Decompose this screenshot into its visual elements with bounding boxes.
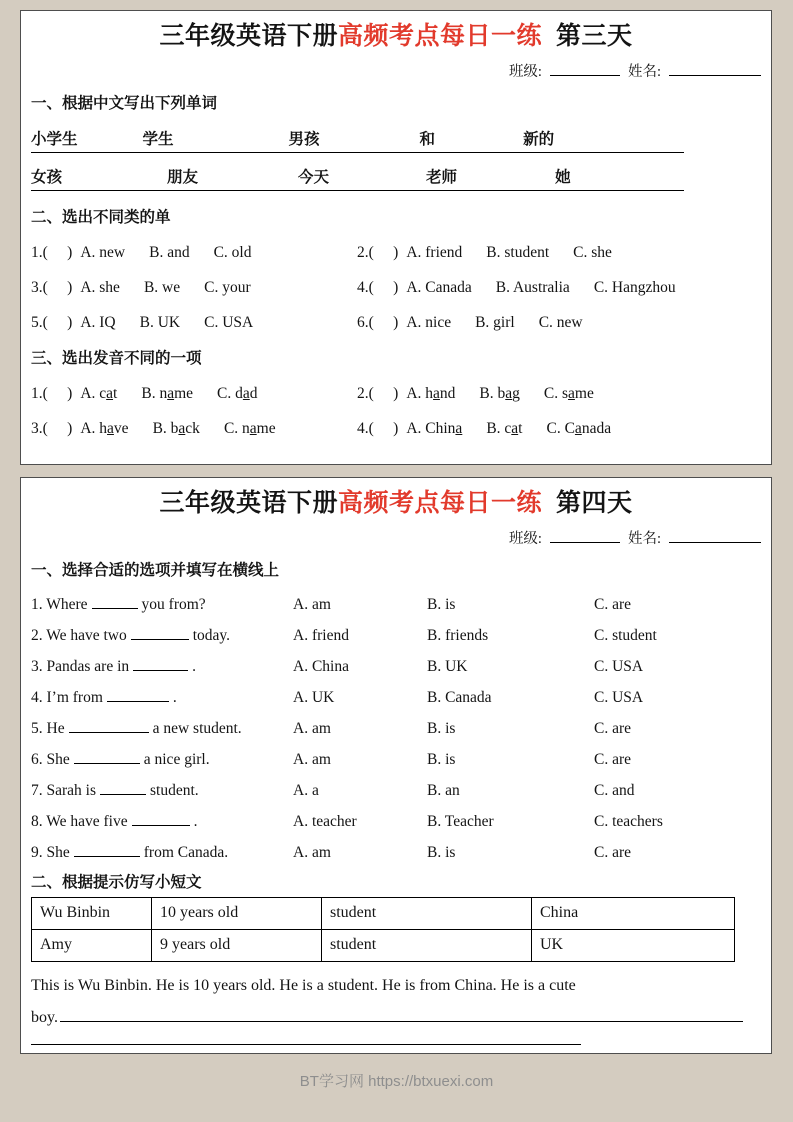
table-cell-name: Wu Binbin	[32, 897, 152, 929]
underlined-letter: a	[107, 419, 114, 437]
question-2	[357, 244, 761, 262]
answer-blank	[78, 134, 143, 144]
option-c: C. are	[594, 750, 632, 768]
answer-blank	[74, 845, 140, 857]
question-3	[31, 279, 357, 297]
class-blank	[550, 530, 620, 543]
option-text: d	[249, 384, 258, 402]
option-c: C. student	[594, 626, 657, 644]
option-text: C. C	[546, 419, 575, 437]
option-b: B. is	[427, 750, 456, 768]
option-c	[224, 420, 276, 437]
answer-blank	[571, 172, 684, 182]
question-row	[31, 689, 761, 707]
option-text: A. h	[406, 384, 434, 402]
option-a: A. nice	[406, 313, 452, 331]
option-a: A. am	[293, 595, 331, 613]
name-label: 姓名:	[627, 63, 661, 80]
question-pair-row	[31, 385, 761, 403]
answer-blank	[62, 172, 167, 182]
option-b: B. UK	[427, 657, 468, 675]
option-a: A. Canada	[406, 278, 472, 296]
question-number: 1.( )	[31, 384, 73, 402]
question-number: 3.( )	[31, 419, 73, 437]
option-b: B. Teacher	[427, 812, 494, 830]
option-a	[406, 420, 462, 437]
option-c: C. Hangzhou	[593, 278, 676, 296]
question-pre: 7. Sarah is	[31, 781, 97, 799]
option-b	[153, 420, 200, 437]
option-a: A. UK	[293, 688, 335, 706]
table-cell-age: 9 years old	[152, 929, 322, 961]
question-pre: 9. She	[31, 843, 70, 861]
title-day: 第四天	[556, 490, 633, 517]
question-post: a new student.	[152, 719, 242, 737]
question-post: .	[193, 812, 198, 830]
site-watermark: BT学习网 https://btxuexi.com	[299, 1073, 494, 1090]
question-number: 4.( )	[357, 419, 399, 437]
table-row	[32, 929, 735, 961]
option-c: C. she	[573, 243, 612, 261]
option-c: C. are	[594, 843, 632, 861]
question-post: .	[172, 688, 177, 706]
option-b: B. friends	[427, 626, 489, 644]
question-4	[357, 420, 761, 438]
option-text: g	[512, 384, 520, 402]
question-number: 2.( )	[357, 243, 399, 261]
option-text: ve	[113, 419, 129, 437]
question-pre: 2. We have two	[31, 626, 127, 644]
option-a: A. am	[293, 843, 331, 861]
table-cell-role: student	[322, 929, 532, 961]
vocab-word: 学生	[142, 130, 174, 148]
option-text: B. b	[152, 419, 179, 437]
question-pair-row	[31, 279, 761, 297]
option-text: C. s	[543, 384, 569, 402]
answer-blank	[107, 690, 169, 702]
question-pre: 4. I’m from	[31, 688, 103, 706]
underlined-letter: a	[178, 419, 186, 437]
writing-line	[60, 1018, 743, 1022]
option-text: B. n	[141, 384, 168, 402]
question-text	[31, 782, 293, 800]
option-b: B. Australia	[495, 278, 570, 296]
answer-blank	[329, 172, 426, 182]
question-text	[31, 751, 293, 769]
question-post: you from?	[141, 595, 206, 613]
section2-heading: 二、根据提示仿写小短文	[31, 873, 202, 891]
option-b: B. an	[427, 781, 460, 799]
vocab-word: 老师	[426, 168, 458, 186]
question-pre: 5. He	[31, 719, 65, 737]
name-blank	[669, 63, 761, 76]
underlined-letter: a	[242, 384, 250, 402]
title-part1: 三年级英语下册	[159, 23, 338, 50]
question-1	[31, 244, 357, 262]
option-text: nd	[439, 384, 456, 402]
question-number: 6.( )	[357, 313, 399, 331]
option-a: A. teacher	[293, 812, 357, 830]
answer-blank	[174, 134, 289, 144]
option-b: B. is	[427, 719, 456, 737]
question-post: a nice girl.	[143, 750, 210, 768]
worksheet-day3	[20, 10, 772, 465]
answer-blank	[132, 814, 190, 826]
option-c: C. USA	[594, 688, 644, 706]
question-row	[31, 782, 761, 800]
option-b: B. Canada	[427, 688, 492, 706]
option-c	[217, 385, 257, 402]
option-text: C. d	[217, 384, 243, 402]
table-cell-role: student	[322, 897, 532, 929]
option-a: A. she	[80, 278, 120, 296]
option-b: B. and	[149, 243, 190, 261]
question-text	[31, 813, 293, 831]
answer-blank	[133, 659, 188, 671]
passage-line2-text: boy.	[31, 1008, 58, 1026]
question-text	[31, 689, 293, 707]
question-pair-row	[31, 420, 761, 438]
option-a: A. a	[293, 781, 319, 799]
vocab-word: 今天	[298, 168, 330, 186]
question-row	[31, 720, 761, 738]
underlined-letter: a	[568, 384, 575, 402]
option-text: A. h	[80, 419, 108, 437]
option-b: B. girl	[475, 313, 515, 331]
question-number: 1.( )	[31, 243, 73, 261]
question-5	[31, 314, 357, 332]
question-3	[31, 420, 357, 438]
question-post: from Canada.	[143, 843, 229, 861]
option-a: A. IQ	[80, 313, 116, 331]
vocab-row-2	[31, 165, 684, 191]
question-pre: 3. Pandas are in	[31, 657, 130, 675]
underlined-letter: a	[433, 384, 440, 402]
model-passage	[31, 970, 761, 1034]
class-label: 班级:	[508, 63, 542, 80]
table-cell-country: China	[532, 897, 735, 929]
question-post: .	[192, 657, 197, 675]
option-text: me	[256, 419, 276, 437]
question-pair-row	[31, 244, 761, 262]
question-row	[31, 596, 761, 614]
name-label: 姓名:	[627, 530, 661, 547]
question-row	[31, 844, 761, 862]
option-c: C. are	[594, 595, 632, 613]
option-text: ck	[185, 419, 200, 437]
class-label: 班级:	[508, 530, 542, 547]
vocab-word: 和	[419, 130, 436, 148]
option-a: A. China	[293, 657, 349, 675]
worksheet-day4	[20, 477, 772, 1054]
answer-blank	[554, 134, 684, 144]
section1-heading: 一、选择合适的选项并填写在横线上	[31, 561, 280, 579]
answer-blank	[100, 783, 146, 795]
option-text: me	[174, 384, 194, 402]
underlined-letter: a	[249, 419, 257, 437]
question-row	[31, 627, 761, 645]
option-a: A. am	[293, 719, 331, 737]
underlined-letter: a	[167, 384, 175, 402]
question-1	[31, 385, 357, 403]
answer-blank	[457, 172, 555, 182]
question-number: 2.( )	[357, 384, 399, 402]
passage-line2	[31, 1002, 743, 1034]
option-a	[80, 420, 128, 437]
underlined-letter: a	[511, 419, 519, 437]
vocab-word: 男孩	[288, 130, 320, 148]
question-row	[31, 751, 761, 769]
option-c: C. teachers	[594, 812, 663, 830]
answer-blank	[131, 628, 189, 640]
class-blank	[550, 63, 620, 76]
table-cell-country: UK	[532, 929, 735, 961]
option-c: C. and	[594, 781, 635, 799]
option-b	[486, 420, 522, 437]
option-text: B. c	[486, 419, 512, 437]
vocab-word: 小学生	[31, 130, 78, 148]
option-b: B. we	[143, 278, 181, 296]
option-text: nada	[581, 419, 612, 437]
option-text: A. c	[80, 384, 107, 402]
question-row	[31, 658, 761, 676]
question-pair-row	[31, 314, 761, 332]
option-a: A. friend	[406, 243, 463, 261]
option-c: C. are	[594, 719, 632, 737]
section3-heading: 三、选出发音不同的一项	[31, 349, 202, 367]
option-b	[141, 385, 193, 402]
question-text	[31, 596, 293, 614]
option-c: C. old	[213, 243, 252, 261]
vocab-word: 她	[555, 168, 571, 186]
question-post: today.	[192, 626, 231, 644]
option-text: t	[113, 384, 118, 402]
title-part1: 三年级英语下册	[159, 490, 338, 517]
answer-blank	[74, 752, 140, 764]
underlined-letter: a	[106, 384, 114, 402]
underlined-letter: a	[574, 419, 582, 437]
vocab-word: 新的	[523, 130, 555, 148]
question-6	[357, 314, 761, 332]
option-c: C. USA	[594, 657, 644, 675]
section2-heading: 二、选出不同类的单	[31, 208, 171, 226]
vocab-row-1	[31, 127, 684, 153]
question-text	[31, 720, 293, 738]
name-blank	[669, 530, 761, 543]
option-b: B. is	[427, 595, 456, 613]
option-a: A. new	[80, 243, 126, 261]
option-text: C. n	[223, 419, 250, 437]
question-pre: 6. She	[31, 750, 70, 768]
class-name-row	[31, 60, 761, 81]
underlined-letter: a	[455, 419, 463, 437]
question-pre: 1. Where	[31, 595, 88, 613]
option-c: C. new	[538, 313, 583, 331]
option-b: B. UK	[139, 313, 181, 331]
class-name-row	[31, 527, 761, 548]
question-row	[31, 813, 761, 831]
option-text: A. Chin	[406, 419, 456, 437]
title-day: 第三天	[556, 23, 633, 50]
passage-line1: This is Wu Binbin. He is 10 years old. He is a student. He is from China. He is a cute	[31, 976, 576, 994]
option-a: A. friend	[293, 626, 349, 644]
option-b: B. student	[486, 243, 550, 261]
option-c	[544, 385, 594, 402]
worksheet-title	[31, 488, 761, 521]
question-number: 5.( )	[31, 313, 73, 331]
option-c: C. USA	[204, 313, 254, 331]
option-b	[479, 385, 519, 402]
option-b: B. is	[427, 843, 456, 861]
option-a	[406, 385, 455, 402]
answer-blank	[69, 721, 149, 733]
question-4	[357, 279, 761, 297]
table-row	[32, 897, 735, 929]
table-cell-age: 10 years old	[152, 897, 322, 929]
option-a: A. am	[293, 750, 331, 768]
worksheet-title	[31, 21, 761, 54]
answer-blank	[198, 172, 298, 182]
section1-heading: 一、根据中文写出下列单词	[31, 94, 218, 112]
option-text: t	[518, 419, 523, 437]
underlined-letter: a	[505, 384, 513, 402]
title-highlight: 高频考点每日一练	[337, 23, 542, 50]
title-highlight: 高频考点每日一练	[337, 490, 542, 517]
question-text	[31, 627, 293, 645]
question-pre: 8. We have five	[31, 812, 128, 830]
answer-blank	[320, 134, 420, 144]
answer-blank	[92, 597, 138, 609]
vocab-word: 女孩	[31, 168, 63, 186]
option-a	[80, 385, 117, 402]
option-text: B. b	[479, 384, 506, 402]
question-text	[31, 844, 293, 862]
writing-line-2	[31, 1044, 581, 1045]
profile-table	[31, 897, 735, 962]
option-c: C. your	[204, 278, 251, 296]
table-cell-name: Amy	[32, 929, 152, 961]
question-text	[31, 658, 293, 676]
vocab-word: 朋友	[167, 168, 199, 186]
option-c	[546, 420, 611, 437]
question-2	[357, 385, 761, 403]
option-text: me	[574, 384, 594, 402]
question-number: 3.( )	[31, 278, 73, 296]
question-post: student.	[150, 781, 199, 799]
answer-blank	[435, 134, 523, 144]
question-number: 4.( )	[357, 278, 399, 296]
